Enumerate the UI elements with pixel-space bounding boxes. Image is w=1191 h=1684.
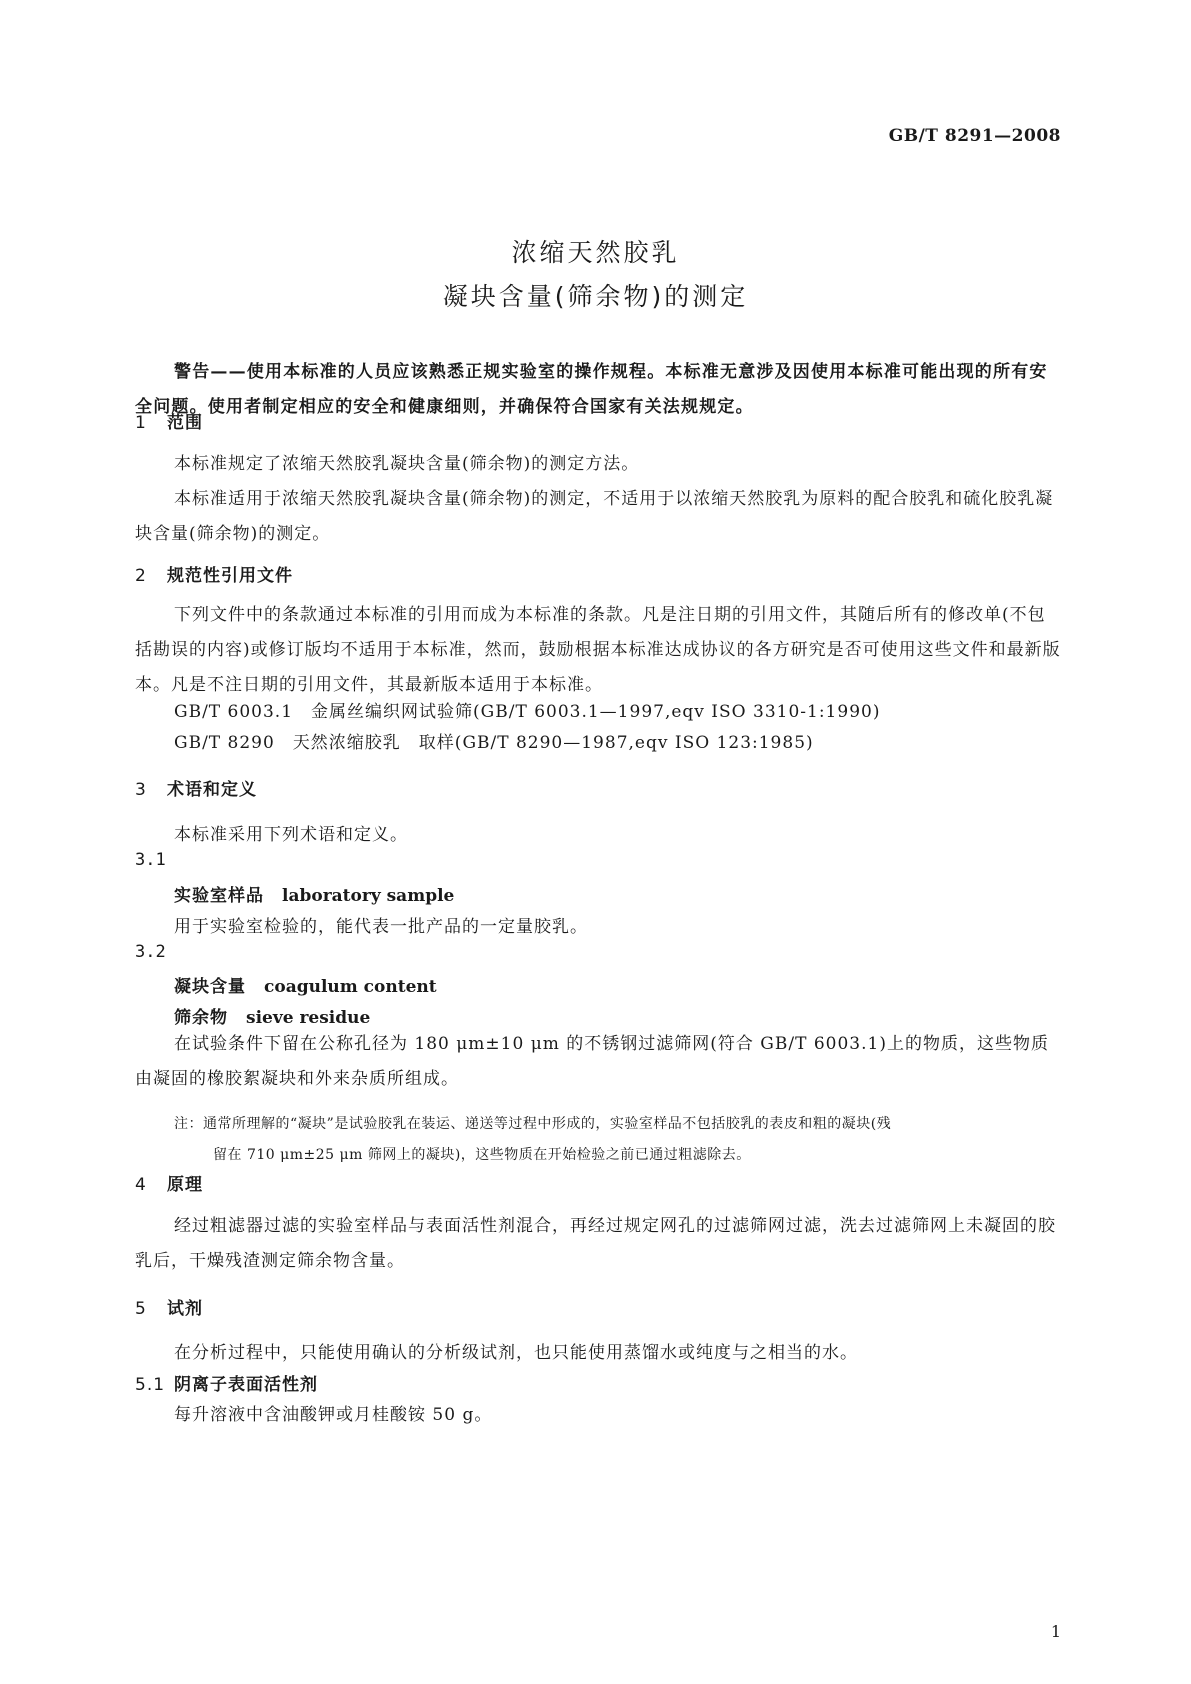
section-1-paragraph-1: 本标准规定了浓缩天然胶乳凝块含量(筛余物)的测定方法。 [174,454,640,474]
section-3-number: 3 [135,780,147,800]
section-5-1-heading [135,1370,318,1395]
term-3-1-chinese: 实验室样品 [174,886,264,906]
section-2-title: 规范性引用文件 [167,566,293,586]
clause-3-2-number: 3.2 [135,942,166,962]
term-3-1-english: laboratory sample [282,886,455,906]
section-1-number: 1 [135,413,147,433]
term-coagulum-content [174,972,437,997]
note [174,1109,1062,1171]
term-3-2-definition: 在试验条件下留在公称孔径为 180 μm±10 μm 的不锈钢过滤筛网(符合 GB/T 6003.1)上的物质，这些物质由凝固的橡胶絮凝块和外来杂质所组成。 [135,1034,1049,1089]
section-4-heading [135,1170,203,1195]
term-3-2-alt-chinese: 筛余物 [174,1008,228,1028]
section-4-paragraph-1: 经过粗滤器过滤的实验室样品与表面活性剂混合，再经过规定网孔的过滤筛网过滤，洗去过滤筛网上未凝固的胶乳后，干燥残渣测定筛余物含量。 [135,1216,1056,1271]
section-5-1-number: 5.1 [135,1375,166,1395]
page-number: 1 [1050,1622,1061,1641]
term-3-2-chinese: 凝块含量 [174,977,246,997]
section-5-1-title: 阴离子表面活性剂 [174,1375,318,1395]
section-2-heading [135,561,293,586]
note-line-1: 注：通常所理解的“凝块”是试验胶乳在装运、递送等过程中形成的，实验室样品不包括胶乳的表皮和粗的凝块(残 [174,1116,892,1132]
section-5-number: 5 [135,1299,147,1319]
section-1-paragraph-2: 本标准适用于浓缩天然胶乳凝块含量(筛余物)的测定，不适用于以浓缩天然胶乳为原料的配合胶乳和硫化胶乳凝块含量(筛余物)的测定。 [135,489,1054,544]
section-3-paragraph-1: 本标准采用下列术语和定义。 [174,825,408,845]
section-3-heading [135,775,257,800]
warning-paragraph: 警告——使用本标准的人员应该熟悉正规实验室的操作规程。本标准无意涉及因使用本标准可能出现的所有安全问题。使用者制定相应的安全和健康细则，并确保符合国家有关法规规定。 [135,362,1048,417]
title-line-2: 凝块含量(筛余物)的测定 [442,282,749,311]
term-3-2-alt-english: sieve residue [246,1008,371,1028]
term-sieve-residue [174,1003,370,1028]
normative-reference-1: GB/T 6003.1 金属丝编织网试验筛(GB/T 6003.1—1997,eqv ISO 3310-1:1990) [174,702,881,722]
section-2-paragraph-1: 下列文件中的条款通过本标准的引用而成为本标准的条款。凡是注日期的引用文件，其随后所有的修改单(不包括勘误的内容)或修订版均不适用于本标准，然而，鼓励根据本标准达成协议的各方研究是否可使用这些文件和最新版本。凡是不注日期的引用文件，其最新版本适用于本标准。 [135,605,1061,695]
note-line-2: 留在 710 μm±25 μm 筛网上的凝块)，这些物质在开始检验之前已通过粗滤除去。 [213,1147,751,1163]
clause-3-1-number: 3.1 [135,850,166,870]
section-4-number: 4 [135,1175,147,1195]
section-4-title: 原理 [167,1175,203,1195]
term-laboratory-sample [174,881,454,906]
title-line-1: 浓缩天然胶乳 [511,238,680,267]
normative-reference-2: GB/T 8290 天然浓缩胶乳 取样(GB/T 8290—1987,eqv ISO 123:1985) [174,733,814,753]
term-3-2-english: coagulum content [264,977,437,997]
section-2-number: 2 [135,566,147,586]
term-3-1-definition: 用于实验室检验的，能代表一批产品的一定量胶乳。 [174,917,588,937]
section-1-title: 范围 [167,413,203,433]
section-1-heading [135,408,203,433]
section-5-heading [135,1294,203,1319]
section-3-title: 术语和定义 [167,780,257,800]
section-5-title: 试剂 [167,1299,203,1319]
standard-code: GB/T 8291—2008 [888,126,1061,146]
section-5-1-text: 每升溶液中含油酸钾或月桂酸铵 50 g。 [174,1405,493,1425]
section-5-paragraph-1: 在分析过程中，只能使用确认的分析级试剂，也只能使用蒸馏水或纯度与之相当的水。 [174,1343,858,1363]
